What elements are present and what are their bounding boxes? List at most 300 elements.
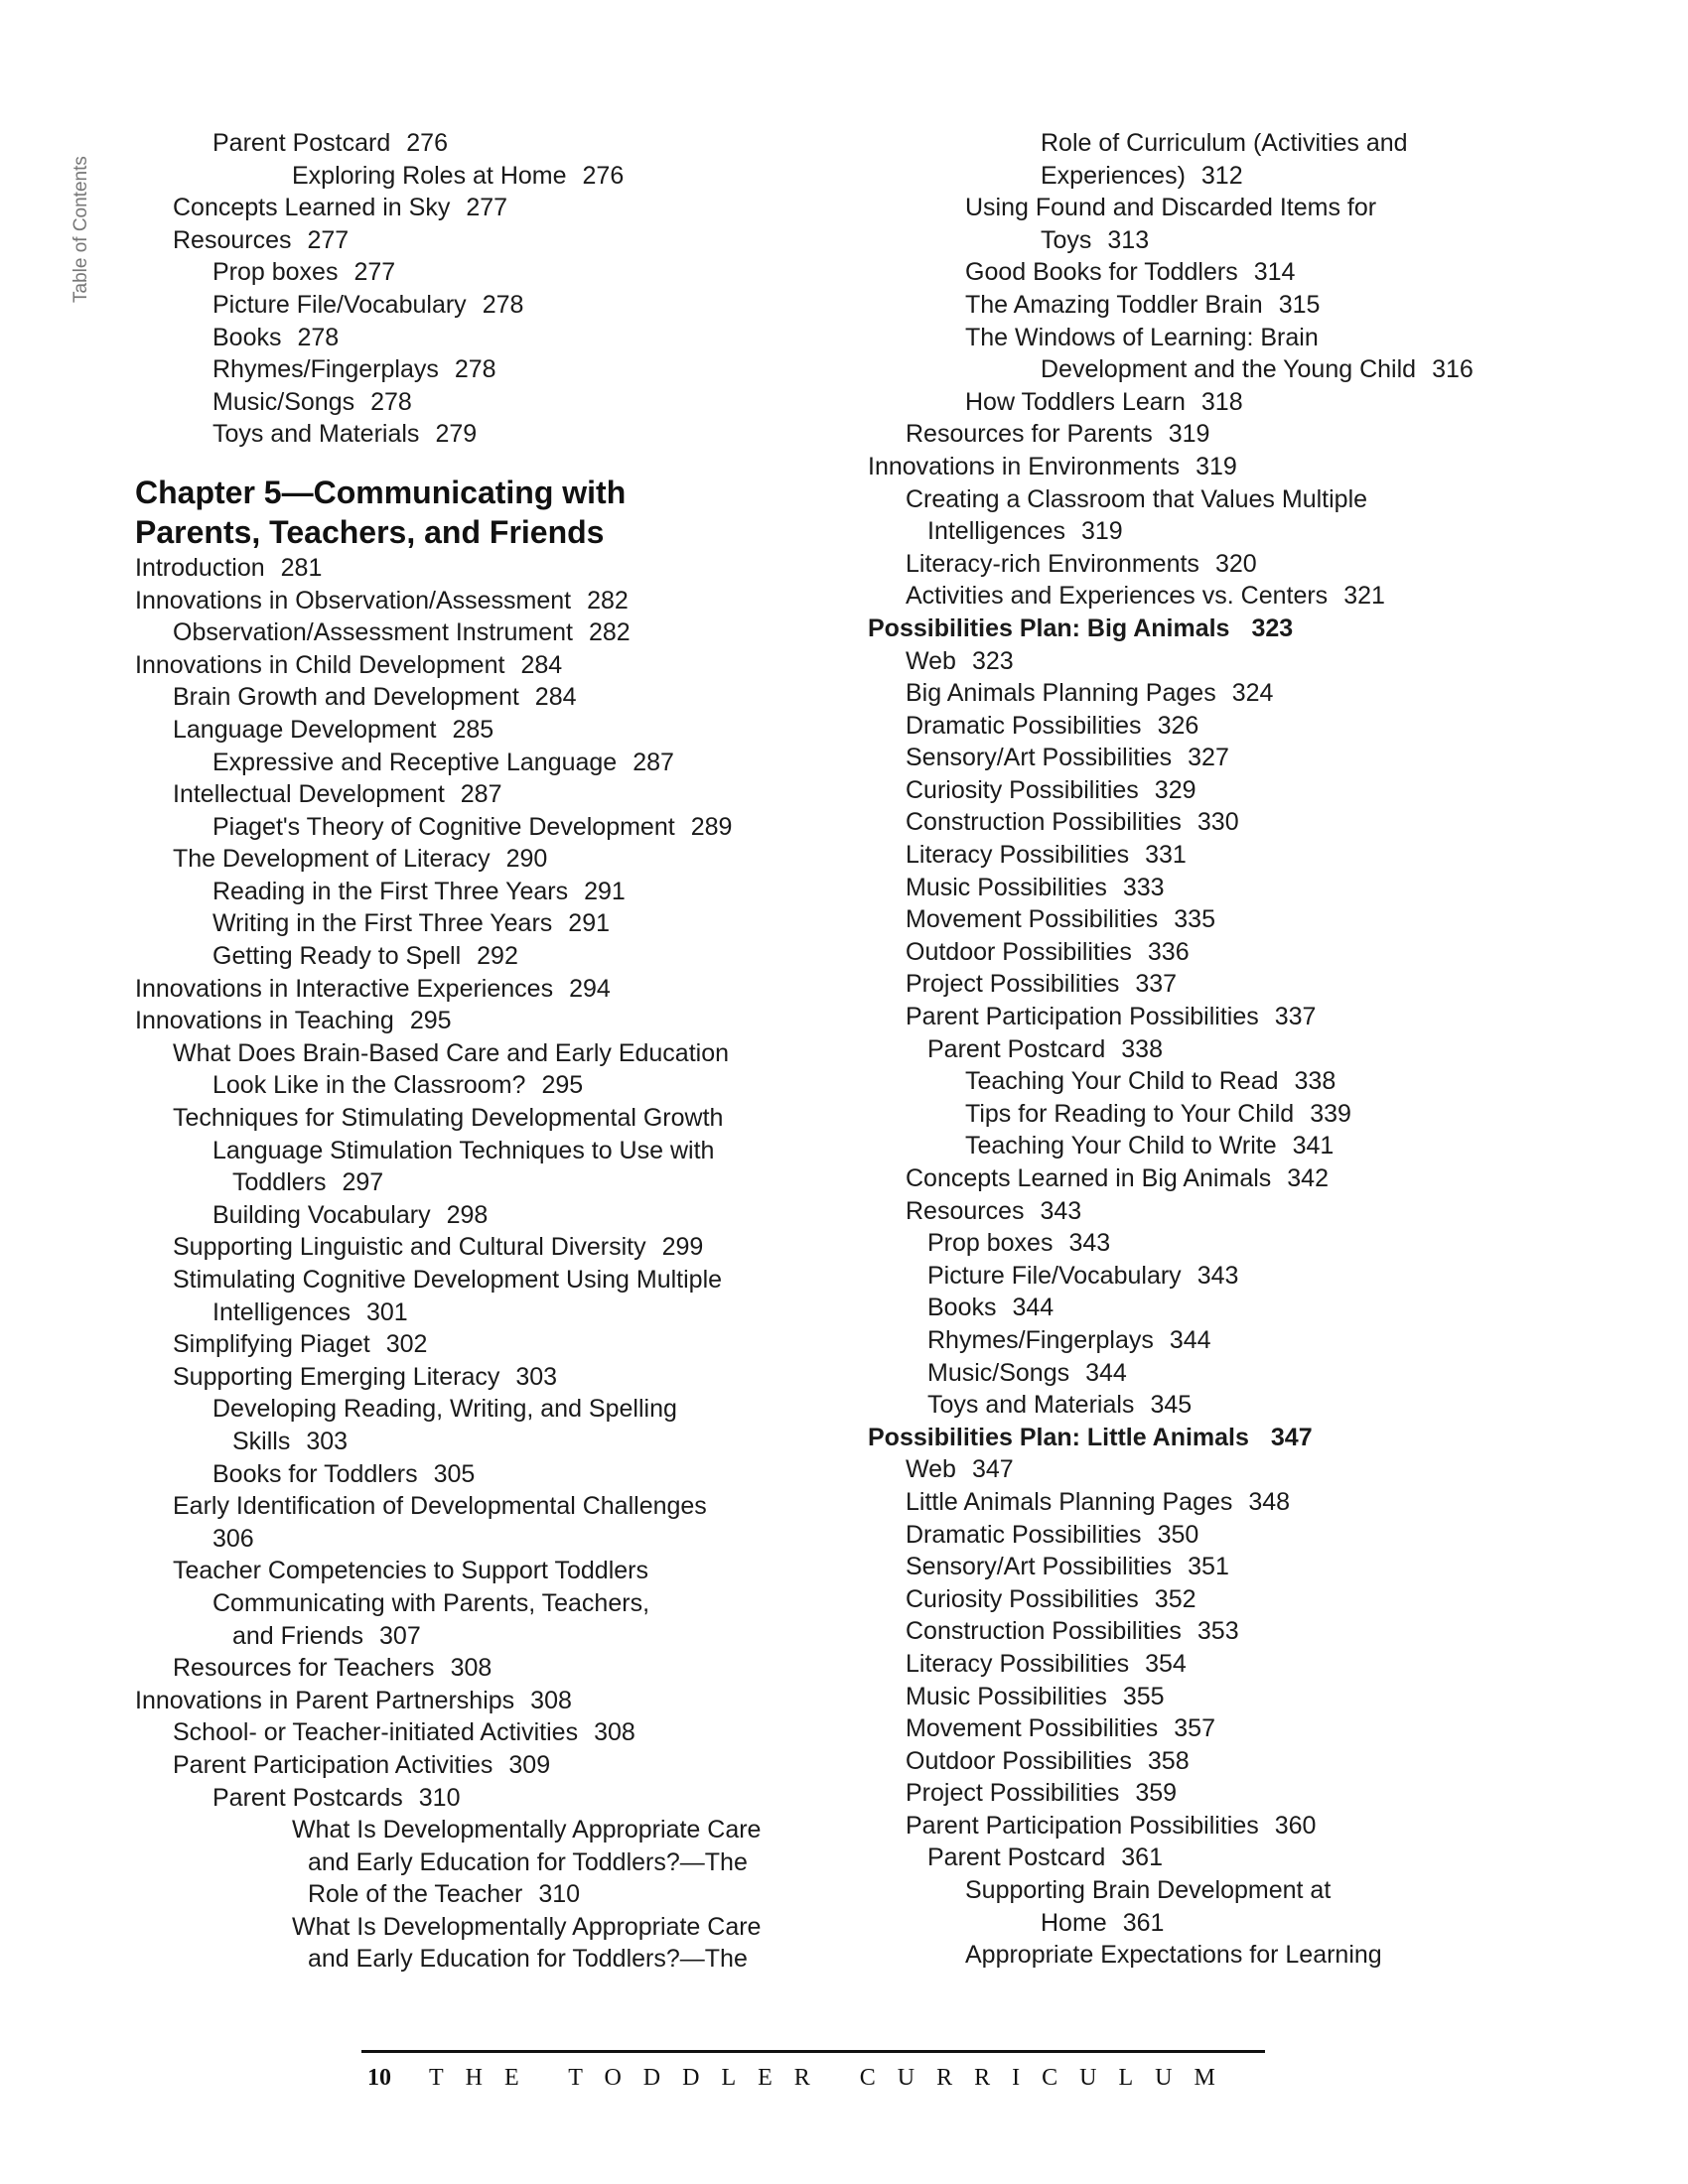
toc-entry [135, 876, 790, 908]
toc-entry [868, 1260, 1474, 1293]
toc-entry-page: 350 [1157, 1520, 1199, 1549]
toc-entry-label: Web [906, 646, 956, 675]
toc-entry [868, 256, 1474, 289]
toc-entry-page: 319 [1080, 517, 1123, 546]
toc-entry-page: 295 [541, 1071, 584, 1100]
toc-entry-page: 347 [971, 1455, 1014, 1484]
toc-entry-label: Movement Possibilities [906, 905, 1159, 934]
toc-entry-page: 323 [971, 646, 1014, 675]
toc-entry-page: 320 [1214, 549, 1257, 578]
toc-entry [135, 1005, 790, 1037]
toc-entry-label: Web [906, 1455, 956, 1484]
toc-entry-page: 353 [1196, 1617, 1239, 1646]
toc-entry-label: Teacher Competencies to Support Toddlers [173, 1557, 648, 1585]
toc-entry-page: 303 [306, 1427, 349, 1455]
toc-entry [868, 451, 1474, 483]
toc-entry [135, 1652, 790, 1685]
toc-entry [868, 1389, 1474, 1422]
toc-entry-label: Possibilities Plan: Little Animals [868, 1423, 1249, 1451]
toc-entry-label: Innovations in Teaching [135, 1007, 394, 1035]
toc-entry [868, 968, 1474, 1001]
toc-entry-page: 337 [1274, 1003, 1317, 1031]
toc-entry-label: Role of the Teacher [308, 1880, 523, 1909]
toc-entry [868, 224, 1474, 257]
toc-entry-label: Activities and Experiences vs. Centers [906, 582, 1329, 611]
toc-entry-page: 278 [482, 290, 524, 319]
toc-entry [135, 353, 790, 386]
toc-entry-label: School- or Teacher-initiated Activities [173, 1718, 579, 1747]
toc-entry-label: How Toddlers Learn [965, 387, 1186, 416]
toc-entry-label: Intellectual Development [173, 780, 445, 809]
toc-entry-label: Picture File/Vocabulary [927, 1261, 1182, 1290]
toc-entry-page: 287 [460, 780, 502, 809]
toc-entry-label: Parent Postcard [927, 1843, 1106, 1872]
toc-entry-page: 324 [1231, 679, 1274, 708]
toc-entry-page: 321 [1343, 582, 1385, 611]
toc-entry [868, 1551, 1474, 1583]
toc-entry-label: Writing in the First Three Years [212, 909, 553, 938]
toc-entry-page: 279 [435, 420, 478, 449]
toc-entry-page: 339 [1310, 1099, 1351, 1128]
toc-entry-label: Creating a Classroom that Values Multiple [906, 484, 1368, 513]
toc-entry [868, 1453, 1474, 1486]
toc-entry-label: Curiosity Possibilities [906, 775, 1139, 804]
toc-entry-page: 327 [1188, 744, 1229, 772]
toc-entry [135, 1555, 790, 1587]
toc-entry-page: 277 [353, 258, 396, 287]
toc-entry [868, 1842, 1474, 1874]
toc-entry-label: Toys [1041, 225, 1092, 254]
toc-entry-page: 343 [1068, 1229, 1111, 1258]
toc-entry-page: 335 [1174, 905, 1215, 934]
toc-entry [135, 1749, 790, 1782]
toc-entry-label: Brain Growth and Development [173, 683, 519, 712]
toc-entry [135, 322, 790, 354]
toc-entry-label: Teaching Your Child to Read [965, 1067, 1279, 1096]
toc-entry-label: Project Possibilities [906, 1779, 1120, 1808]
toc-entry-page: 316 [1432, 355, 1474, 384]
toc-entry-label: Toys and Materials [212, 420, 420, 449]
toc-entry-page: 341 [1292, 1132, 1335, 1160]
toc-entry-label: Outdoor Possibilities [906, 1746, 1132, 1775]
toc-entry-page: 357 [1174, 1714, 1215, 1743]
toc-entry-page: 285 [452, 715, 494, 744]
toc-entry [868, 289, 1474, 322]
toc-entry-label: Home [1041, 1908, 1107, 1937]
toc-entry [868, 1001, 1474, 1033]
toc-entry [135, 843, 790, 876]
toc-entry [135, 1943, 790, 1976]
toc-entry [135, 1782, 790, 1815]
toc-entry-label: Resources for Parents [906, 420, 1153, 449]
toc-entry-label: Innovations in Parent Partnerships [135, 1686, 515, 1714]
toc-entry-page: 282 [587, 586, 629, 614]
toc-entry [868, 806, 1474, 839]
toc-entry [868, 1777, 1474, 1810]
toc-entry [135, 1523, 790, 1556]
toc-entry [868, 548, 1474, 581]
toc-entry-page: 344 [1085, 1358, 1127, 1387]
toc-entry-page: 338 [1294, 1067, 1336, 1096]
toc-entry-label: Reading in the First Three Years [212, 877, 569, 905]
toc-entry [868, 1195, 1474, 1228]
toc-entry-label: Supporting Emerging Literacy [173, 1362, 500, 1391]
toc-entry-label: Supporting Brain Development at [965, 1876, 1332, 1905]
toc-entry-page: 284 [534, 683, 577, 712]
toc-entry-label: Dramatic Possibilities [906, 711, 1142, 740]
toc-entry [135, 1458, 790, 1491]
toc-entry [135, 1393, 790, 1426]
toc-entry-label: Building Vocabulary [212, 1200, 431, 1229]
toc-entry-page: 352 [1154, 1584, 1196, 1613]
toc-entry-page: 291 [568, 909, 611, 938]
toc-entry-page: 313 [1107, 225, 1150, 254]
toc-entry [868, 1162, 1474, 1195]
toc-entry-label: Role of Curriculum (Activities and [1041, 129, 1408, 157]
toc-entry-label: Teaching Your Child to Write [965, 1132, 1277, 1160]
chapter-heading [135, 512, 790, 552]
toc-entry-label: Supporting Linguistic and Cultural Diversity [173, 1233, 646, 1262]
toc-entry-page: 361 [1121, 1843, 1163, 1872]
toc-entry-label: Parent Participation Activities [173, 1750, 493, 1779]
toc-entry-page: 314 [1253, 258, 1296, 287]
toc-entry [135, 1135, 790, 1167]
toc-entry-page: 358 [1147, 1746, 1190, 1775]
toc-entry [135, 907, 790, 940]
toc-entry-label: The Windows of Learning: Brain [965, 323, 1319, 351]
toc-entry-label: Toddlers [232, 1168, 327, 1197]
toc-entry-label: Concepts Learned in Sky [173, 194, 451, 222]
toc-entry-label: Rhymes/Fingerplays [927, 1325, 1154, 1354]
toc-entry-label: Appropriate Expectations for Learning [965, 1941, 1382, 1970]
toc-entry [868, 710, 1474, 743]
toc-entry-label: Innovations in Child Development [135, 650, 505, 679]
toc-entry [135, 1361, 790, 1394]
toc-entry-label: Books [927, 1294, 997, 1322]
toc-entry [868, 774, 1474, 807]
toc-entry [135, 1037, 790, 1070]
toc-entry-page: 305 [433, 1459, 476, 1488]
toc-entry [135, 616, 790, 649]
toc-entry-label: Music Possibilities [906, 1682, 1107, 1710]
toc-entry [135, 747, 790, 779]
toc-entry-page: 326 [1157, 711, 1199, 740]
toc-entry-label: Dramatic Possibilities [906, 1520, 1142, 1549]
toc-entry-label: and Early Education for Toddlers?—The [308, 1945, 748, 1974]
toc-entry-page: 331 [1145, 841, 1187, 870]
toc-entry [868, 386, 1474, 419]
toc-entry-page: 301 [365, 1297, 408, 1326]
toc-entry [868, 1227, 1474, 1260]
toc-entry [868, 1486, 1474, 1519]
toc-entry [135, 1490, 790, 1523]
toc-entry [135, 940, 790, 973]
toc-entry [135, 1297, 790, 1329]
toc-entry-page: 360 [1274, 1811, 1317, 1840]
toc-entry-page: 309 [508, 1750, 551, 1779]
toc-entry-label: Developing Reading, Writing, and Spelling [212, 1395, 677, 1424]
toc-entry-label: Music Possibilities [906, 873, 1107, 901]
toc-entry [135, 1231, 790, 1264]
toc-entry [868, 515, 1474, 548]
toc-entry-label: Literacy Possibilities [906, 1649, 1130, 1678]
toc-entry-label: Innovations in Interactive Experiences [135, 974, 554, 1003]
toc-entry [135, 649, 790, 682]
toc-entry [135, 192, 790, 224]
toc-entry-label: Expressive and Receptive Language [212, 748, 618, 776]
toc-entry-page: 292 [477, 942, 518, 971]
toc-entry-page: 354 [1145, 1649, 1187, 1678]
toc-entry [868, 645, 1474, 678]
toc-entry-label: Language Stimulation Techniques to Use with [212, 1136, 715, 1164]
toc-entry [868, 1874, 1474, 1907]
toc-entry [135, 1069, 790, 1102]
toc-entry-page: 302 [385, 1330, 428, 1359]
toc-entry [868, 1939, 1474, 1972]
toc-entry-page: 298 [446, 1200, 489, 1229]
toc-entry [135, 1620, 790, 1653]
footer-rule [361, 2050, 1265, 2053]
toc-column-right [868, 127, 1474, 1972]
toc-entry-label: Piaget's Theory of Cognitive Development [212, 812, 675, 841]
toc-entry-label: Literacy-rich Environments [906, 549, 1199, 578]
toc-entry [868, 872, 1474, 904]
toc-entry-page: 294 [569, 974, 611, 1003]
toc-column-left [135, 127, 790, 1976]
toc-entry-label: The Development of Literacy [173, 845, 491, 874]
toc-entry [135, 1685, 790, 1717]
toc-entry-page: 345 [1150, 1391, 1193, 1420]
toc-entry [868, 1648, 1474, 1681]
toc-entry [135, 681, 790, 714]
toc-entry [868, 1357, 1474, 1390]
toc-entry-label: Communicating with Parents, Teachers, [212, 1588, 650, 1617]
toc-entry [135, 160, 790, 193]
toc-entry-label: and Early Education for Toddlers?—The [308, 1847, 748, 1876]
toc-entry-page: 318 [1200, 387, 1243, 416]
toc-entry-page: 319 [1196, 452, 1237, 480]
toc-entry-label: Simplifying Piaget [173, 1330, 370, 1359]
toc-entry [868, 1681, 1474, 1713]
toc-entry-page: 303 [515, 1362, 558, 1391]
toc-entry-page: 277 [466, 194, 508, 222]
toc-entry-page: 359 [1135, 1779, 1178, 1808]
toc-entry-label: and Friends [232, 1621, 364, 1650]
toc-entry [135, 1716, 790, 1749]
toc-entry-page: 319 [1168, 420, 1210, 449]
toc-entry-page: 278 [454, 355, 496, 384]
toc-entry [868, 192, 1474, 224]
page-footer [367, 2061, 1237, 2095]
toc-entry [135, 1911, 790, 1944]
toc-entry [868, 1292, 1474, 1324]
toc-entry-label: Resources [906, 1196, 1025, 1225]
toc-entry-page: 323 [1251, 614, 1294, 642]
toc-entry-page: 337 [1135, 970, 1178, 999]
toc-entry-page: 343 [1196, 1261, 1239, 1290]
toc-entry-label: Language Development [173, 715, 437, 744]
toc-entry [135, 1166, 790, 1199]
toc-entry-label: Parent Postcard [927, 1034, 1106, 1063]
toc-entry-label: Parent Participation Possibilities [906, 1811, 1259, 1840]
toc-entry [135, 386, 790, 419]
toc-entry-page: 308 [450, 1654, 492, 1683]
toc-entry-label: Experiences) [1041, 161, 1186, 190]
toc-entry [868, 580, 1474, 613]
toc-entry [868, 1098, 1474, 1131]
toc-entry-label: The Amazing Toddler Brain [965, 290, 1263, 319]
toc-entry-page: 299 [661, 1233, 704, 1262]
running-section-label: Table of Contents [70, 156, 91, 303]
toc-entry-label: Early Identification of Developmental Challenges [173, 1492, 707, 1521]
toc-entry-page: 343 [1040, 1196, 1082, 1225]
toc-entry-page: 338 [1121, 1034, 1163, 1063]
toc-plan-heading [868, 1422, 1474, 1454]
toc-entry-label: Prop boxes [212, 258, 339, 287]
toc-entry-label: Parent Postcard [212, 129, 391, 157]
toc-entry-page: 281 [280, 553, 323, 582]
toc-entry-label: Innovations in Environments [868, 452, 1181, 480]
toc-entry [868, 1712, 1474, 1745]
toc-entry [135, 256, 790, 289]
toc-entry [868, 127, 1474, 160]
toc-entry-page: 348 [1248, 1487, 1291, 1516]
chapter-heading-text: Parents, Teachers, and Friends [135, 513, 605, 550]
toc-entry-page: 277 [307, 225, 350, 254]
toc-entry-page: 310 [418, 1783, 461, 1812]
toc-entry-label: Observation/Assessment Instrument [173, 618, 573, 647]
toc-entry [868, 936, 1474, 969]
toc-entry-label: Exploring Roles at Home [292, 161, 567, 190]
toc-entry-label: Using Found and Discarded Items for [965, 194, 1377, 222]
toc-entry-label: 306 [212, 1524, 254, 1553]
toc-entry [135, 1587, 790, 1620]
toc-entry-label: Picture File/Vocabulary [212, 290, 467, 319]
toc-entry-label: Techniques for Stimulating Developmental Growth [173, 1104, 724, 1133]
book-title: THE TODDLER CURRICULUM [429, 2065, 1237, 2091]
toc-entry [868, 1810, 1474, 1843]
toc-entry-page: 308 [530, 1686, 572, 1714]
toc-entry-label: Parent Participation Possibilities [906, 1003, 1259, 1031]
toc-entry-page: 333 [1122, 873, 1165, 901]
toc-entry-page: 355 [1122, 1682, 1165, 1710]
toc-entry [135, 1102, 790, 1135]
toc-entry-label: Intelligences [927, 517, 1065, 546]
toc-entry [135, 714, 790, 747]
toc-entry-label: Curiosity Possibilities [906, 1584, 1139, 1613]
toc-entry-label: Look Like in the Classroom? [212, 1071, 526, 1100]
toc-entry-label: Sensory/Art Possibilities [906, 1553, 1173, 1581]
toc-entry-label: Tips for Reading to Your Child [965, 1099, 1295, 1128]
toc-entry [135, 811, 790, 844]
toc-entry-label: Construction Possibilities [906, 808, 1182, 837]
toc-entry-label: Project Possibilities [906, 970, 1120, 999]
toc-entry-label: Movement Possibilities [906, 1714, 1159, 1743]
toc-entry [868, 677, 1474, 710]
toc-entry [135, 1426, 790, 1458]
toc-entry-label: Books [212, 323, 282, 351]
toc-entry [135, 778, 790, 811]
toc-entry-label: Construction Possibilities [906, 1617, 1182, 1646]
toc-entry-page: 310 [538, 1880, 581, 1909]
toc-entry-label: Intelligences [212, 1297, 351, 1326]
toc-entry-label: Little Animals Planning Pages [906, 1487, 1233, 1516]
toc-entry-label: Concepts Learned in Big Animals [906, 1164, 1272, 1192]
toc-entry-page: 329 [1154, 775, 1196, 804]
toc-entry [868, 1324, 1474, 1357]
toc-entry-page: 336 [1147, 937, 1190, 966]
toc-entry-page: 282 [588, 618, 631, 647]
toc-entry-label: Parent Postcards [212, 1783, 403, 1812]
toc-entry-page: 342 [1287, 1164, 1329, 1192]
toc-entry [868, 322, 1474, 354]
toc-entry-label: Good Books for Toddlers [965, 258, 1238, 287]
toc-entry-label: Books for Toddlers [212, 1459, 418, 1488]
toc-entry [868, 1065, 1474, 1098]
toc-entry-page: 307 [379, 1621, 421, 1650]
toc-entry-page: 284 [520, 650, 563, 679]
toc-entry [135, 289, 790, 322]
toc-entry-label: Rhymes/Fingerplays [212, 355, 439, 384]
toc-entry-page: 344 [1169, 1325, 1211, 1354]
toc-entry-label: What Is Developmentally Appropriate Care [292, 1816, 762, 1844]
toc-entry-page: 361 [1122, 1908, 1165, 1937]
toc-entry [135, 973, 790, 1006]
toc-entry [868, 483, 1474, 516]
toc-entry-page: 278 [297, 323, 340, 351]
toc-entry-label: Outdoor Possibilities [906, 937, 1132, 966]
toc-entry [135, 1814, 790, 1846]
toc-entry [868, 742, 1474, 774]
page-number: 10 [367, 2065, 391, 2091]
chapter-heading-text: Chapter 5—Communicating with [135, 474, 627, 510]
toc-entry-label: Development and the Young Child [1041, 355, 1417, 384]
toc-entry-page: 276 [582, 161, 625, 190]
toc-entry [135, 1328, 790, 1361]
toc-entry [868, 839, 1474, 872]
toc-entry-page: 308 [594, 1718, 635, 1747]
toc-entry [135, 552, 790, 585]
toc-entry-label: Possibilities Plan: Big Animals [868, 614, 1230, 642]
toc-entry-label: Resources [173, 225, 292, 254]
toc-entry-label: Toys and Materials [927, 1391, 1135, 1420]
toc-entry [135, 585, 790, 617]
toc-entry-page: 287 [633, 748, 674, 776]
toc-entry [868, 1907, 1474, 1940]
toc-entry-page: 291 [584, 877, 626, 905]
chapter-heading [135, 473, 790, 512]
toc-entry-label: What Does Brain-Based Care and Early Education [173, 1038, 730, 1067]
toc-entry [135, 1878, 790, 1911]
toc-entry-page: 312 [1200, 161, 1243, 190]
toc-entry-label: Stimulating Cognitive Development Using Multiple [173, 1266, 723, 1294]
toc-entry-label: What Is Developmentally Appropriate Care [292, 1912, 762, 1941]
toc-entry-page: 347 [1270, 1423, 1313, 1451]
toc-entry-label: Skills [232, 1427, 291, 1455]
toc-entry-label: Big Animals Planning Pages [906, 679, 1216, 708]
toc-entry-label: Literacy Possibilities [906, 841, 1130, 870]
toc-entry [868, 418, 1474, 451]
toc-entry-page: 290 [505, 845, 548, 874]
toc-entry [868, 1583, 1474, 1616]
toc-entry-label: Sensory/Art Possibilities [906, 744, 1173, 772]
toc-entry-page: 344 [1012, 1294, 1055, 1322]
toc-entry-label: Music/Songs [212, 387, 355, 416]
toc-entry-label: Innovations in Observation/Assessment [135, 586, 572, 614]
toc-entry [868, 1130, 1474, 1162]
toc-entry-page: 330 [1196, 808, 1239, 837]
toc-entry [868, 353, 1474, 386]
